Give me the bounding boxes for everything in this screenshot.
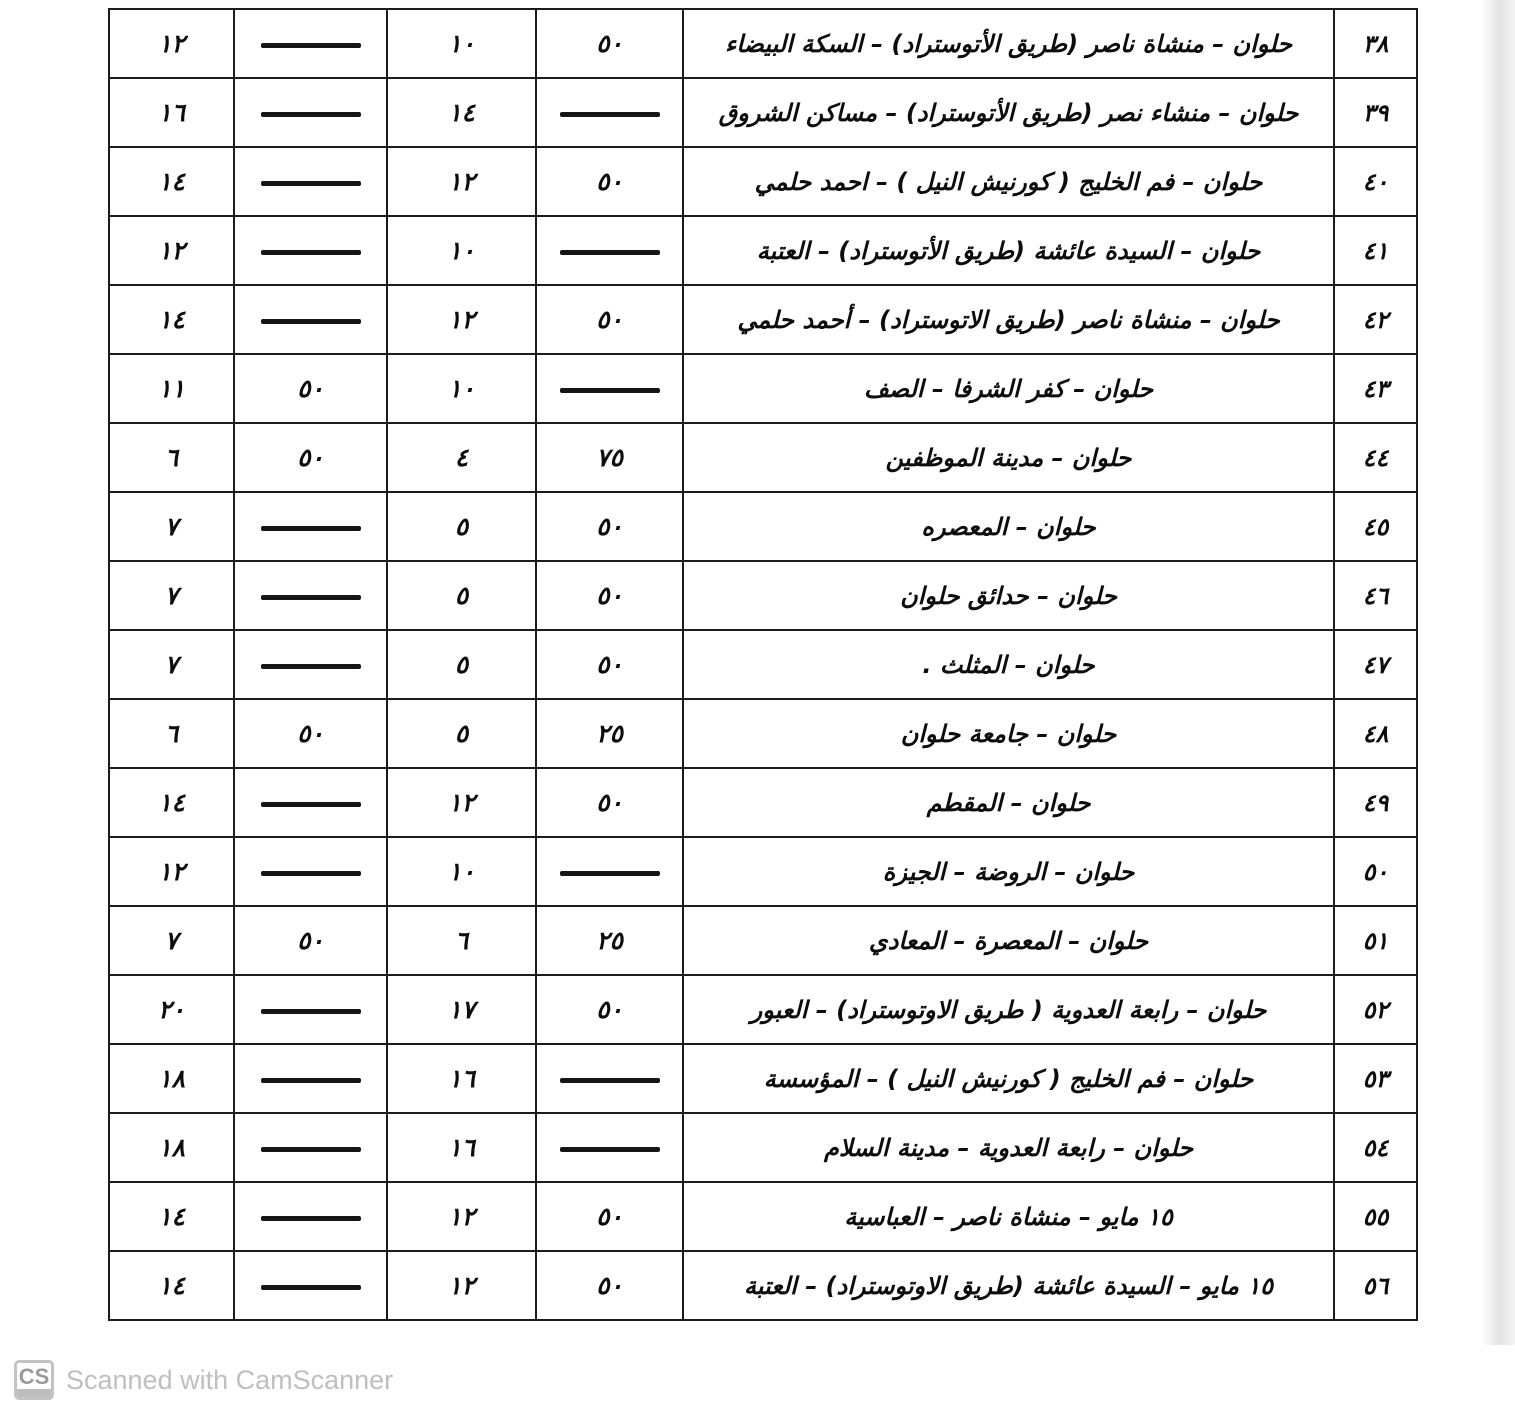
value-cell-3 (234, 561, 387, 630)
value-cell-2: ١٢ (387, 1182, 536, 1251)
table-row (109, 285, 1417, 354)
route-description-cell: حلوان – منشاء نصر (طريق الأتوستراد) – مساكن الشروق (683, 78, 1334, 147)
route-description-cell: حلوان – منشاة ناصر (طريق الاتوستراد) – أحمد حلمي (683, 285, 1334, 354)
value-cell-3 (234, 1251, 387, 1320)
route-description-cell: حلوان – المعصره (683, 492, 1334, 561)
value-cell-1: ٧٥ (536, 423, 683, 492)
dash-mark (261, 595, 361, 600)
table-row (109, 354, 1417, 423)
route-description-cell: حلوان – جامعة حلوان (683, 699, 1334, 768)
table-row (109, 906, 1417, 975)
route-number-cell: ٥٠ (1334, 837, 1417, 906)
value-cell-2: ١٦ (387, 1113, 536, 1182)
table-row (109, 837, 1417, 906)
table-row (109, 1113, 1417, 1182)
value-cell-2: ١٢ (387, 285, 536, 354)
value-cell-3: ٥٠ (234, 699, 387, 768)
table-row (109, 1182, 1417, 1251)
route-number-cell: ٤٠ (1334, 147, 1417, 216)
dash-mark (261, 526, 361, 531)
route-number-cell: ٥٥ (1334, 1182, 1417, 1251)
value-cell-1: ٢٥ (536, 906, 683, 975)
value-cell-1: ٥٠ (536, 561, 683, 630)
table-row (109, 216, 1417, 285)
value-cell-1: ٥٠ (536, 1251, 683, 1320)
cs-badge-letters: CS (18, 1364, 50, 1389)
table-row (109, 975, 1417, 1044)
dash-mark (261, 1147, 361, 1152)
value-cell-1: ٢٥ (536, 699, 683, 768)
value-cell-4: ٧ (109, 906, 234, 975)
value-cell-1: ٥٠ (536, 492, 683, 561)
value-cell-2: ٥ (387, 699, 536, 768)
dash-mark (261, 1078, 361, 1083)
value-cell-2: ١٠ (387, 9, 536, 78)
value-cell-4: ١٤ (109, 147, 234, 216)
value-cell-4: ١١ (109, 354, 234, 423)
value-cell-2: ١٤ (387, 78, 536, 147)
value-cell-2: ١٠ (387, 837, 536, 906)
table-row (109, 1251, 1417, 1320)
dash-mark (261, 250, 361, 255)
value-cell-4: ١٤ (109, 1182, 234, 1251)
value-cell-1 (536, 354, 683, 423)
table-row (109, 78, 1417, 147)
value-cell-4: ١٨ (109, 1044, 234, 1113)
value-cell-3 (234, 285, 387, 354)
value-cell-4: ١٢ (109, 837, 234, 906)
route-number-cell: ٤٩ (1334, 768, 1417, 837)
route-description-cell: حلوان – كفر الشرفا – الصف (683, 354, 1334, 423)
dash-mark (261, 871, 361, 876)
dash-mark (261, 181, 361, 186)
dash-mark (261, 43, 361, 48)
value-cell-4: ٧ (109, 561, 234, 630)
value-cell-3: ٥٠ (234, 423, 387, 492)
route-number-cell: ٤١ (1334, 216, 1417, 285)
value-cell-2: ٤ (387, 423, 536, 492)
table-body (109, 9, 1417, 1320)
route-description-cell: حلوان – منشاة ناصر (طريق الأتوستراد) – السكة البيضاء (683, 9, 1334, 78)
table-row (109, 9, 1417, 78)
value-cell-1: ٥٠ (536, 9, 683, 78)
value-cell-3 (234, 1113, 387, 1182)
route-number-cell: ٤٨ (1334, 699, 1417, 768)
value-cell-4: ٢٠ (109, 975, 234, 1044)
value-cell-1 (536, 216, 683, 285)
route-description-cell: حلوان – الروضة – الجيزة (683, 837, 1334, 906)
value-cell-4: ٦ (109, 699, 234, 768)
table-row (109, 423, 1417, 492)
value-cell-2: ١٦ (387, 1044, 536, 1113)
value-cell-1 (536, 78, 683, 147)
table-row (109, 768, 1417, 837)
route-number-cell: ٤٥ (1334, 492, 1417, 561)
route-description-cell: حلوان – رابعة العدوية – مدينة السلام (683, 1113, 1334, 1182)
cs-badge-bottom-bar (17, 1389, 51, 1397)
route-number-cell: ٣٨ (1334, 9, 1417, 78)
dash-mark (261, 1216, 361, 1221)
dash-mark (560, 1147, 660, 1152)
route-number-cell: ٤٧ (1334, 630, 1417, 699)
route-description-cell: حلوان – المعصرة – المعادي (683, 906, 1334, 975)
value-cell-4: ١٤ (109, 1251, 234, 1320)
route-number-cell: ٥٤ (1334, 1113, 1417, 1182)
route-number-cell: ٤٣ (1334, 354, 1417, 423)
value-cell-1: ٥٠ (536, 285, 683, 354)
value-cell-4: ١٨ (109, 1113, 234, 1182)
table-row (109, 147, 1417, 216)
dash-mark (560, 250, 660, 255)
value-cell-2: ١٢ (387, 147, 536, 216)
route-number-cell: ٤٢ (1334, 285, 1417, 354)
route-number-cell: ٣٩ (1334, 78, 1417, 147)
value-cell-3: ٥٠ (234, 354, 387, 423)
table-row (109, 630, 1417, 699)
table-row (109, 699, 1417, 768)
value-cell-3 (234, 837, 387, 906)
value-cell-3 (234, 216, 387, 285)
value-cell-2: ٦ (387, 906, 536, 975)
dash-mark (261, 802, 361, 807)
value-cell-3 (234, 78, 387, 147)
value-cell-2: ١٠ (387, 216, 536, 285)
value-cell-3 (234, 975, 387, 1044)
value-cell-1 (536, 1113, 683, 1182)
camscanner-cs-icon (14, 1360, 54, 1400)
value-cell-2: ٥ (387, 492, 536, 561)
route-description-cell: حلوان – المثلث . (683, 630, 1334, 699)
bus-routes-table (108, 8, 1418, 1321)
dash-mark (560, 1078, 660, 1083)
value-cell-1: ٥٠ (536, 975, 683, 1044)
value-cell-1: ٥٠ (536, 630, 683, 699)
value-cell-3 (234, 492, 387, 561)
dash-mark (261, 319, 361, 324)
value-cell-4: ١٤ (109, 768, 234, 837)
value-cell-2: ١٧ (387, 975, 536, 1044)
value-cell-4: ٧ (109, 630, 234, 699)
value-cell-1: ٥٠ (536, 1182, 683, 1251)
value-cell-1: ٥٠ (536, 768, 683, 837)
route-description-cell: حلوان – فم الخليج ( كورنيش النيل ) – المؤسسة (683, 1044, 1334, 1113)
value-cell-2: ٥ (387, 561, 536, 630)
route-number-cell: ٥١ (1334, 906, 1417, 975)
route-description-cell: حلوان – السيدة عائشة (طريق الأتوستراد) – العتبة (683, 216, 1334, 285)
value-cell-1 (536, 1044, 683, 1113)
table-row (109, 492, 1417, 561)
value-cell-3 (234, 1182, 387, 1251)
route-description-cell: ١٥ مايو – السيدة عائشة (طريق الاوتوستراد) – العتبة (683, 1251, 1334, 1320)
route-number-cell: ٥٢ (1334, 975, 1417, 1044)
value-cell-3 (234, 768, 387, 837)
value-cell-4: ٧ (109, 492, 234, 561)
route-number-cell: ٥٣ (1334, 1044, 1417, 1113)
dash-mark (261, 112, 361, 117)
route-description-cell: حلوان – رابعة العدوية ( طريق الاوتوستراد) – العبور (683, 975, 1334, 1044)
value-cell-3 (234, 630, 387, 699)
route-description-cell: حلوان – حدائق حلوان (683, 561, 1334, 630)
route-description-cell: حلوان – مدينة الموظفين (683, 423, 1334, 492)
value-cell-3 (234, 1044, 387, 1113)
camscanner-watermark (14, 1360, 393, 1400)
value-cell-3 (234, 9, 387, 78)
route-description-cell: حلوان – المقطم (683, 768, 1334, 837)
value-cell-4: ١٦ (109, 78, 234, 147)
value-cell-2: ٥ (387, 630, 536, 699)
watermark-text: Scanned with CamScanner (66, 1364, 394, 1395)
value-cell-3: ٥٠ (234, 906, 387, 975)
table-row (109, 1044, 1417, 1113)
value-cell-4: ١٢ (109, 216, 234, 285)
value-cell-1: ٥٠ (536, 147, 683, 216)
dash-mark (261, 1009, 361, 1014)
dash-mark (261, 1285, 361, 1290)
dash-mark (560, 388, 660, 393)
route-description-cell: ١٥ مايو – منشاة ناصر – العباسية (683, 1182, 1334, 1251)
value-cell-4: ١٤ (109, 285, 234, 354)
table-row (109, 561, 1417, 630)
value-cell-2: ١٠ (387, 354, 536, 423)
value-cell-4: ١٢ (109, 9, 234, 78)
route-number-cell: ٥٦ (1334, 1251, 1417, 1320)
value-cell-2: ١٢ (387, 1251, 536, 1320)
value-cell-1 (536, 837, 683, 906)
dash-mark (560, 112, 660, 117)
page-edge-shadow (1481, 0, 1515, 1345)
route-number-cell: ٤٦ (1334, 561, 1417, 630)
route-number-cell: ٤٤ (1334, 423, 1417, 492)
dash-mark (560, 871, 660, 876)
value-cell-2: ١٢ (387, 768, 536, 837)
route-description-cell: حلوان – فم الخليج ( كورنيش النيل ) – احمد حلمي (683, 147, 1334, 216)
value-cell-3 (234, 147, 387, 216)
value-cell-4: ٦ (109, 423, 234, 492)
dash-mark (261, 664, 361, 669)
